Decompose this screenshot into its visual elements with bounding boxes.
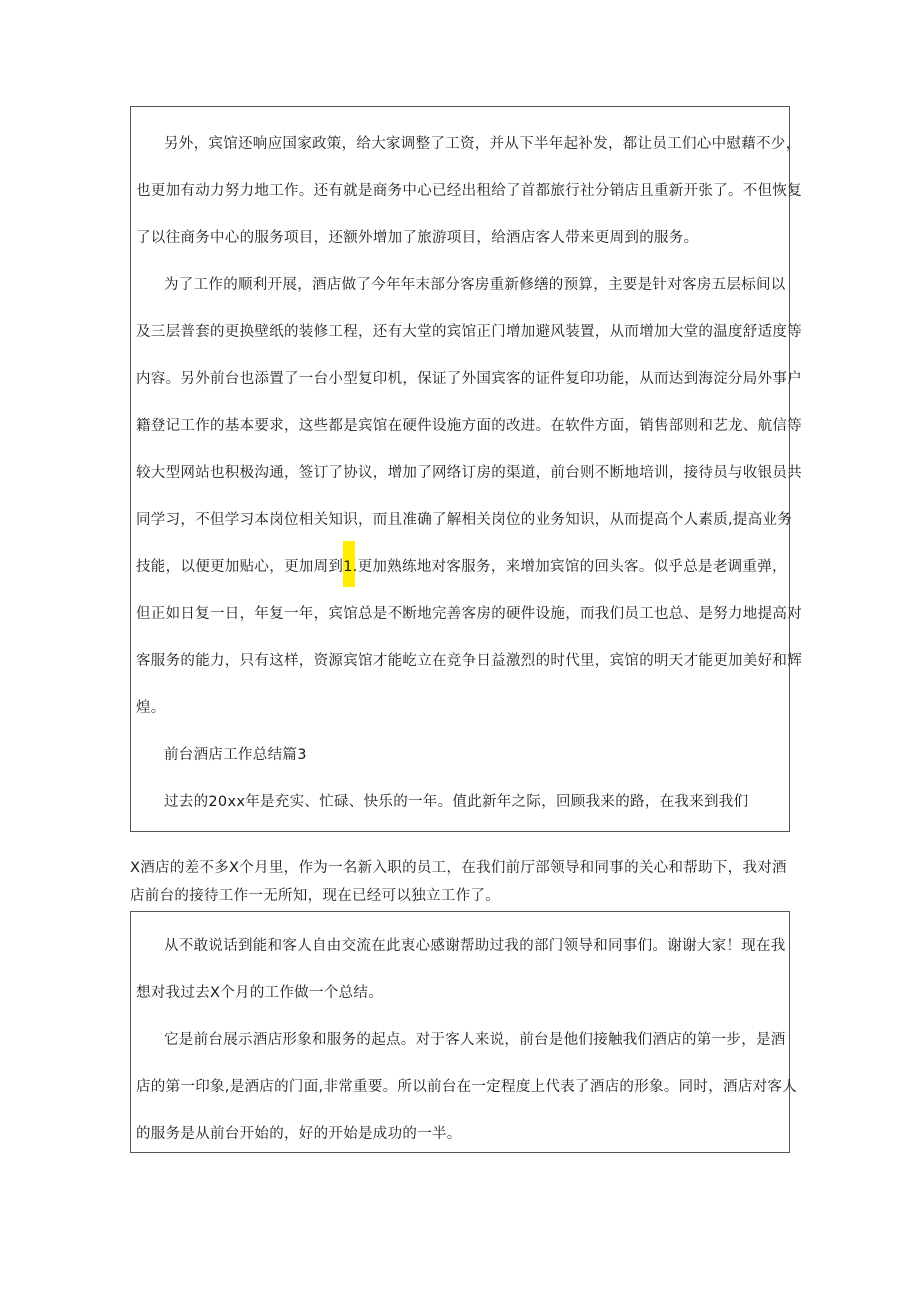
text-line: 煌。 bbox=[136, 700, 166, 716]
text-line: 了以往商务中心的服务项目，还额外增加了旅游项目，给酒店客人带来更周到的服务。 bbox=[136, 230, 699, 246]
text-line: 店前台的接待工作一无所知，现在已经可以独立工作了。 bbox=[130, 888, 500, 904]
text-line: 客服务的能力，只有这样，资源宾馆才能屹立在竞争日益激烈的时代里，宾馆的明天才能更加美好和辉 bbox=[136, 653, 802, 669]
text-frame-2 bbox=[130, 911, 798, 1153]
text-line: 同学习，不但学习本岗位相关知识，而且准确了解相关岗位的业务知识，从而提高个人素质,提高业务 bbox=[136, 512, 793, 528]
text-line: 也更加有动力努力地工作。还有就是商务中心已经出租给了首都旅行社分销店且重新开张了。不但恢复 bbox=[136, 183, 802, 199]
text-line: 另外，宾馆还响应国家政策，给大家调整了工资，并从下半年起补发，都让员工们心中慰藉不少， bbox=[164, 136, 801, 152]
text-line: 内容。另外前台也添置了一台小型复印机，保证了外国宾客的证件复印功能，从而达到海淀分局外事户 bbox=[136, 371, 802, 387]
heading-text: 前台酒店工作总结篇3 bbox=[164, 747, 307, 763]
text-line: 想对我过去X个月的工作做一个总结。 bbox=[136, 985, 384, 1001]
text-line: 籍登记工作的基本要求，这些都是宾馆在硬件设施方面的改进。在软件方面，销售部则和艺龙、航信等 bbox=[136, 418, 802, 434]
text-line: X酒店的差不多X个月里，作为一名新入职的员工，在我们前厅部领导和同事的关心和帮助下，我对酒 bbox=[130, 860, 787, 876]
text-frame-1 bbox=[130, 106, 802, 832]
text-line: 为了工作的顺利开展，酒店做了今年年末部分客房重新修缮的预算，主要是针对客房五层标间以 bbox=[164, 277, 786, 293]
text-line: 的服务是从前台开始的，好的开始是成功的一半。 bbox=[136, 1126, 462, 1142]
text-line: 从不敢说话到能和客人自由交流在此衷心感谢帮助过我的部门领导和同事们。谢谢大家！现在我 bbox=[164, 938, 786, 954]
text-line: 较大型网站也积极沟通，签订了协议，增加了网络订房的渠道，前台则不断地培训，接待员与收银员共 bbox=[136, 465, 802, 481]
text-line: 它是前台展示酒店形象和服务的起点。对于客人来说，前台是他们接触我们酒店的第一步，是酒 bbox=[164, 1032, 786, 1048]
text-line: 技能，以便更加贴心，更加周到1.更加熟练地对客服务，来增加宾馆的回头客。似乎总是老调重弹， bbox=[136, 559, 787, 575]
text-line: 店的第一印象,是酒店的门面,非常重要。所以前台在一定程度上代表了酒店的形象。同时，酒店对客人 bbox=[136, 1079, 798, 1095]
text-line: 过去的20xx年是充实、忙碌、快乐的一年。值此新年之际，回顾我来的路，在我来到我们 bbox=[164, 794, 749, 810]
text-line: 但正如日复一日，年复一年，宾馆总是不断地完善客房的硬件设施，而我们员工也总、是努力地提高对 bbox=[136, 606, 802, 622]
text-line: 及三层普套的更换壁纸的装修工程，还有大堂的宾馆正门增加避风装置，从而增加大堂的温度舒适度等 bbox=[136, 324, 802, 340]
